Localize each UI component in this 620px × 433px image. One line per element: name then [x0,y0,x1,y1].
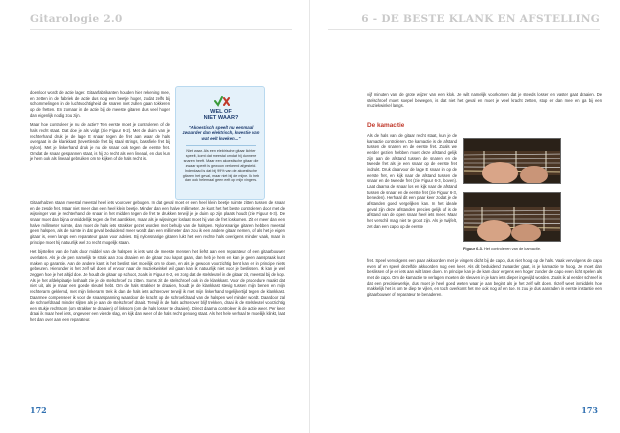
sidebar-quote: "Akoestisch speelt nu eenmaal zwaarder dan elektrisch, kwestie van wat eelt kweken..." [182,125,260,141]
page-number-right: 173 [581,405,598,415]
sidebar-title-line2: NIET WAAR? [203,115,239,122]
sidebar-divider [186,145,256,146]
sidebar-title-line1: WEL OF [210,109,232,115]
running-head-right-text: 6 - DE BESTE KLANK EN AFSTELLING [361,13,600,25]
section-heading: De kamactie [367,122,405,129]
sidebar-wel-of-niet-waar [175,86,265,200]
check-cross-icon [214,95,230,107]
photo-open-string [463,192,561,242]
paragraph: Het bijstellen van de hals door middel van de halspen is iets wat de meeste mensen het liefst aan een reparateur of een gitaarbouwer overlaten. Als je de pen namelijk te strak aan zou draaien en de gitaar zou kapot gaan, dan heb je hem en kan je geen aanspraak kunt maken op garantie. Aan de andere kant is het beslist niet moeilijk om te doen, en als je gewoon voorzichtig bent kan er in principe niets gebeuren. Hieronder is het zelf wil doen of ervoor naar de muziekwinkel wil gaan kan ik natuurlijk niet voor je beslissen. Ik kan je wel zeggen hoe je het altijd doe. Je houdt de gitaar op schoot, zoals in Figuur 6-2, en zorg dat de stelsleutel in de gitaar zit, meestal bij de kop. Als je het afdekplaatje loshaalt zie je de stelschroef zo zitten. Soms zit de stelschroef ook in de klankkast. Voor de procedure maakt dat niet uit, als je maar een goede sleutel hebt. Om de hals strakker te draaien, houdt je de klankkast stevig tussen mijn benen en mijn rechterarm geklemd, met mijn linkerarm trek ik dan de hals iets achterover terwijl ik met mijn linkerhand tegelijkertijd tegen de klankkast. Daarmee compenseer ik voor de snaarspanning waardoor de kracht op de schroefdraad van de halspen wel minder wordt. Daardoor zal de schroefdraad minder slijten als je aan de stelschroef draait. Terwijl ik de hals achterover blijf trekken, draai ik de stelsleutel voorzichtig een stukje rechtsom (om strakker te draaien) of linksom (om de hals losser te draaien). Direct daarna controleer ik de actie weer. Per keer draai ik maar heel iets, ongeveer een vierde slag, en kijk dan weer of de hals recht genoeg staat. Als het hele verhaal te moeilijk klinkt, laat het dan over aan een reparateur. [30,249,285,323]
right-page [310,0,620,433]
figure-caption [463,246,573,251]
paragraph: Maar hoe controleer je nu de actie? Ten eerste moet je controleren of de hals recht staat. Dat doe je als volgt (zie Figuur 6-2). Met de duim van je rechterhand druk je de lage E snaar tegen de fret aan waar de hals overgaat in de klankkast (tevertlende fret bij staal strings, bassfiele fret bij nylon). Met je linkerhand druk je nu de snaar ook tegen de eerste fret. Omdat de snaar gespannen staat, is hij zo recht als een lineaal, en dus kun je hem ook als lineaal gebruiken om te kijken of de hals recht is. [30,122,170,162]
paragraph: Gitaarhalzen staan meestal meestal heel iets voorover gebogen. In dat geval moet er een heel klein beetje ruimte zitten tussen de snaar en de zesde fret. Maar niet meer dan een heel klein beetje. Minder dan een halve millimeter. Je kunt het het beste controleren door met de wijsvinger van je rechterhand de snaar in het midden tegen de fret te drukken terwijl je je duim op zijn plaats houdt (zie Figuur 6-3). De snaar moet dan bijna onmiddellijk tegen de fret aantikken, maar als je wijsvinger loslaat moet hij van de fret loskomen. Zit er meer dan een halve millimeter ruimte, dan moet de hals iets strakker gezet worden met behulp van de halspen. Nylonsnarige gitaren hebben meestal geen halspen, als de ruimte in dat geval beduidend meer wordt dan een millimeter dan zou ik een andere gitaar nemen, of als het je eigen gitaar is, even langs een reparateur gaan voor advies. Bij nylonsnarige gitaren lukt het een rechte hals overigens minder vaak, maar in principe moet hij natuurlijk wel zo recht mogelijk staan. [30,200,285,245]
page-number-left: 172 [30,405,47,415]
paragraph: doenloor wordt de actie lager. Gitaarfabrikanten houden hier rekening mee, en zetten in de fabriek de actie dus nog een beetje hoger, zodat zelfs bij schommelingen in de luchtvochtigheid de snaren niet zullen gaan tokkeren op de fretten. En zomaar in de actie bij de meeste gitaren dus veel hoger dan eigenlijk nodig zou zijn. [30,90,170,118]
caption-text: Het controleren van de kamactie. [483,246,542,251]
section-text: Als de hals van de gitaar recht staat, kun je de kamactie controleren. De kamactie is de afstand tussen de snaren en de eerste fret. Zoals we eerder gezien hebben moet deze afstand gelijk zijn aan de afstand tussen de snaren en de tweede fret als je een snaar op de eerste fret indrukt. Druk daarvoor de lage E snaar in op de eerste fret, en kijk naar de afstand tussen de snaar en de tweede fret (zie Figuur 6-3, boven). Laat daarna de snaar los en kijk naar de afstand tussen de snaar en de eerste fret (zie Figuur 6-3, beneden). Herhaal dit een paar keer zodat je de afstanden goed vergelijken kan. In het ideale geval zijn deze afstanden precies gelijk of is de afstand van de open snaar heel iets meer. Maar het verschil mag niet te groot zijn. Als je twijfelt, zet dan een capo op de eerste [367,133,457,229]
right-intro: vijf minuten van de grote wijzer van een klok. Je wilt namelijk voorkomen dat je steeds losser en vaster gaat draaien. De stelschroef moet soepel bewegen, is dat niet het geval en moet je veel kracht zetten, stop er dan mee en ga bij een muziekwinkel langs. [367,92,602,109]
header-rule-left [30,29,292,30]
running-head-right [361,13,600,25]
sidebar-body: Niet waar. Als een elektrische gitaar lichter speelt, komt dat meestal omdat hij dunnere snaren heeft. Maar een akoestische gitaar die zwaar speelt is gewoon verkeerd afgesteld. Inderdaad is dat bij 99% van de akoestische gitaren het geval, maar niet bij de mijne. Ik heb dan ook helemaal geen eelt op mijn vingers. [182,149,260,183]
sidebar-title [176,109,266,122]
photo-fretted-string [463,138,561,184]
guitar-neck-photo-top [464,139,561,184]
right-body-bottom: fret. Speel vervolgens een paar akkoorden met je vingers dicht bij de capo, dus niet hoog op de hals. Vaak vervolgens de capo even af en speel dezelfde akkoorden nog een keer. Als dit beduidend zwaarder gaat, is je kamactie te hoog. Je moet dan beslissen of je er iets aan wilt laten doen. In principe kan je de kam door ergens een hoger zonder de capo even licht spelen als met de capo. Om de kamactie te verlagen moeten de sleuven in je kam iets dieper ingevijld worden. Zoals ik al eerder schreef is dat een precisiewerkje, dus moet je heel goed weten waar je aan begint als je het zelf wilt doen. Ikzelf weet inmiddels hoe makkelijk het is om te diep te vijlen, en toch overkomt het me ook nog af en toe. Is zou je dus aanraden in eerste instantie een gitaarbouwer of reparateur te benaderen. [367,258,602,297]
running-head-left: Gitarologie 2.0 [30,13,123,25]
header-rule-right [328,29,600,30]
caption-label: Figuur 6-3. [463,246,483,251]
left-body-top [30,90,170,166]
left-body-bottom [30,200,285,327]
guitar-neck-photo-bottom [464,193,561,242]
